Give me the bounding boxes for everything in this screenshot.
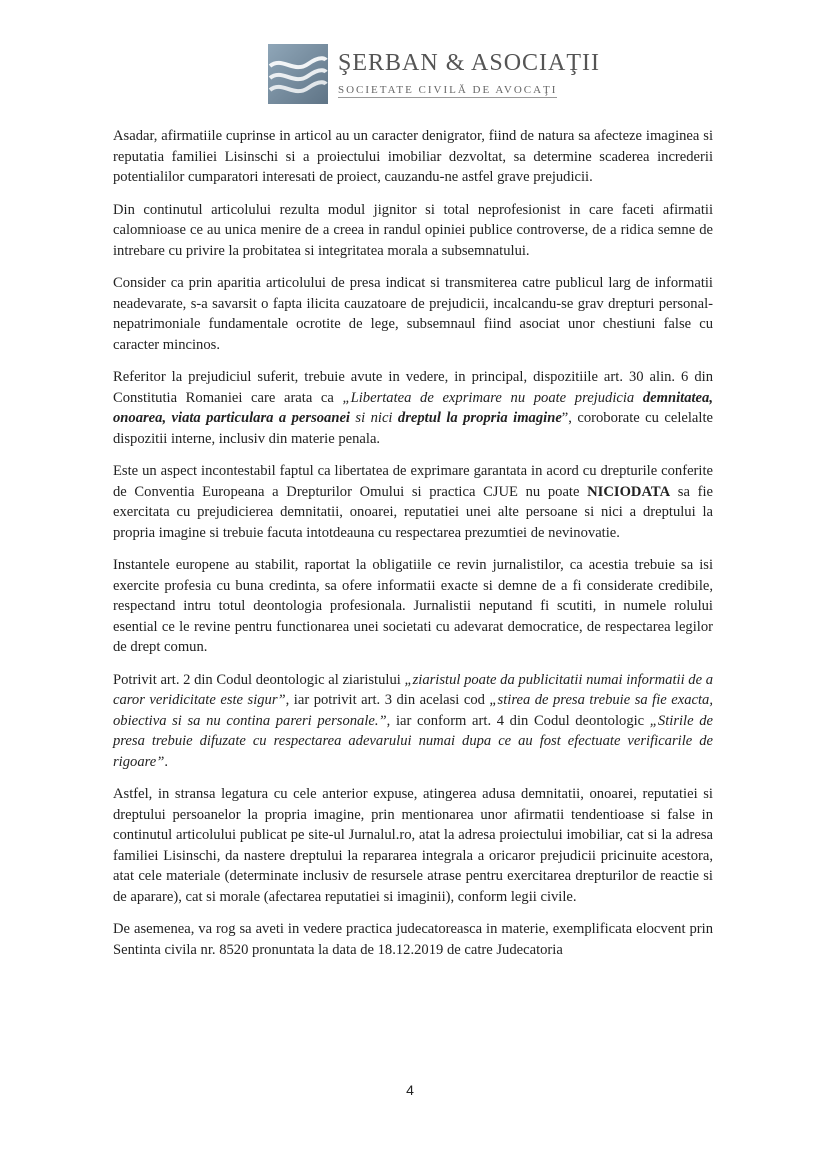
page-number: 4	[406, 1082, 414, 1098]
paragraph-text: Din continutul articolului rezulta modul jignitor si total neprofesionist in care faceti afirmatii calomnioase ce au unica menire de a creea in randul opiniei publice controverse, de a ridica semne de intrebare cu privire la probitatea si integritatea morala a subsemnatului.	[113, 201, 713, 259]
paragraph-text: Instantele europene au stabilit, raportat la obligatiile ce revin jurnalistilor, ca acestia trebuie sa isi exercite profesia cu buna credinta, sa ofere informatii exacte si demne de a fi considerate credibile, respectand intru totul deontologia profesionala. Jurnalistii neputand fi scutiti, in numele rolului esential ce le revine pentru functionarea unei societati cu adevarat democratice, de respectarea legilor de drept comun.	[113, 557, 713, 655]
quote-emphasis: dreptul la propria imagine	[397, 410, 562, 426]
letter-body	[113, 126, 713, 972]
paragraph	[113, 273, 713, 355]
emphasis-text: NICIODATA	[587, 483, 671, 500]
paragraph-text: sa fie exercitata cu prejudicierea demnitatii, onoarei, reputatiei unei alte persoane si nici a dreptului la propria imagine si trebuie facuta intotdeauna cu respectarea prezumtiei de nevinovatie.	[113, 483, 713, 541]
paragraph-text: Potrivit art. 2 din Codul deontologic al ziaristului	[113, 671, 405, 688]
quote-text: „Stirile de presa trebuie difuzate cu respectarea adevarului numai dupa ce au fost efectuate verificarile de rigoare”	[113, 712, 713, 770]
paragraph-text: ”, coroborate cu celelalte dispozitii interne, inclusiv din materie penala.	[113, 410, 713, 447]
paragraph-text: .	[164, 753, 169, 770]
quote-text: „ziaristul poate da publicitatii numai informatii de a caror veridicitate este sigur”	[113, 671, 713, 708]
paragraph-text: Este un aspect incontestabil faptul ca libertatea de exprimare garantata in acord cu drepturile conferite de Conventia Europeana a Drepturilor Omului si practica CJUE nu poate	[113, 463, 713, 500]
paragraph	[113, 461, 713, 543]
paragraph-text: De asemenea, va rog sa aveti in vedere practica judecatoreasca in materie, exemplificata elocvent prin Sentinta civila nr. 8520 pronuntata la data de 18.12.2019 de catre Judecatoria	[113, 921, 713, 958]
quote-text: „Libertatea de exprimare nu poate prejudicia	[342, 389, 643, 406]
paragraph	[113, 555, 713, 658]
paragraph-text: , iar conform art. 4 din Codul deontologic	[386, 712, 650, 729]
firm-subtitle: SOCIETATE CIVILĂ DE AVOCAŢI	[338, 84, 558, 96]
quote-text: si nici	[350, 410, 398, 426]
paragraph-text: Astfel, in stransa legatura cu cele anterior expuse, atingerea adusa demnitatii, onoarei, reputatiei si dreptului persoanelor la propria imagine, prin mentionarea unor afirmatii tendentioase si false in continutul articolului publicat pe site-ul Jurnalul.ro, atat la adresa proiectului imobiliar, cat si la adresa familiei Lisinschi, da nastere dreptului la repararea integrala a oricaror prejudicii pricinuite acestora, atat cele materiale (determinate inclusiv de resursele atrase pentru exercitarea drepturilor de reactie si de aparare), cat si morale (afectarea reputatiei si imaginii), conform legii civile.	[113, 786, 713, 905]
paragraph	[113, 919, 713, 960]
paragraph	[113, 670, 713, 773]
firm-name: ŞERBAN & ASOCIAŢII	[338, 50, 601, 76]
letterhead	[268, 42, 601, 108]
quote-text: „stirea de presa trebuie sa fie exacta, obiectiva si sa nu contina pareri personale.”	[113, 692, 713, 729]
paragraph	[113, 200, 713, 262]
quote-emphasis: demnitatea, onoarea, viata particulara a persoanei	[113, 389, 713, 426]
wave-logo-icon	[268, 44, 328, 104]
paragraph	[113, 784, 713, 907]
paragraph-text: , iar potrivit art. 3 din acelasi cod	[285, 692, 490, 708]
paragraph-text: Asadar, afirmatiile cuprinse in articol au un caracter denigrator, fiind de natura sa afecteze imaginea si reputatia familiei Lisinschi si a proiectului imobiliar dezvoltat, sa determine scaderea increderii potentialilor cumparatori interesati de proiect, cauzandu-ne astfel grave prejudicii.	[113, 128, 713, 185]
paragraph-text: Consider ca prin aparitia articolului de presa indicat si transmiterea catre publicul larg de informatii neadevarate, s-a savarsit o fapta ilicita cauzatoare de prejudicii, incalcandu-se grav drepturi personal-nepatrimoniale fundamentale ocrotite de lege, subsemnaul fiind asociat unor chestiuni false cu caracter mincinos.	[113, 275, 713, 353]
paragraph	[113, 367, 713, 449]
paragraph-text: Referitor la prejudiciul suferit, trebuie avute in vedere, in principal, dispozitiile art. 30 alin. 6 din Constitutia Romaniei care arata ca	[113, 369, 713, 406]
paragraph	[113, 126, 713, 188]
